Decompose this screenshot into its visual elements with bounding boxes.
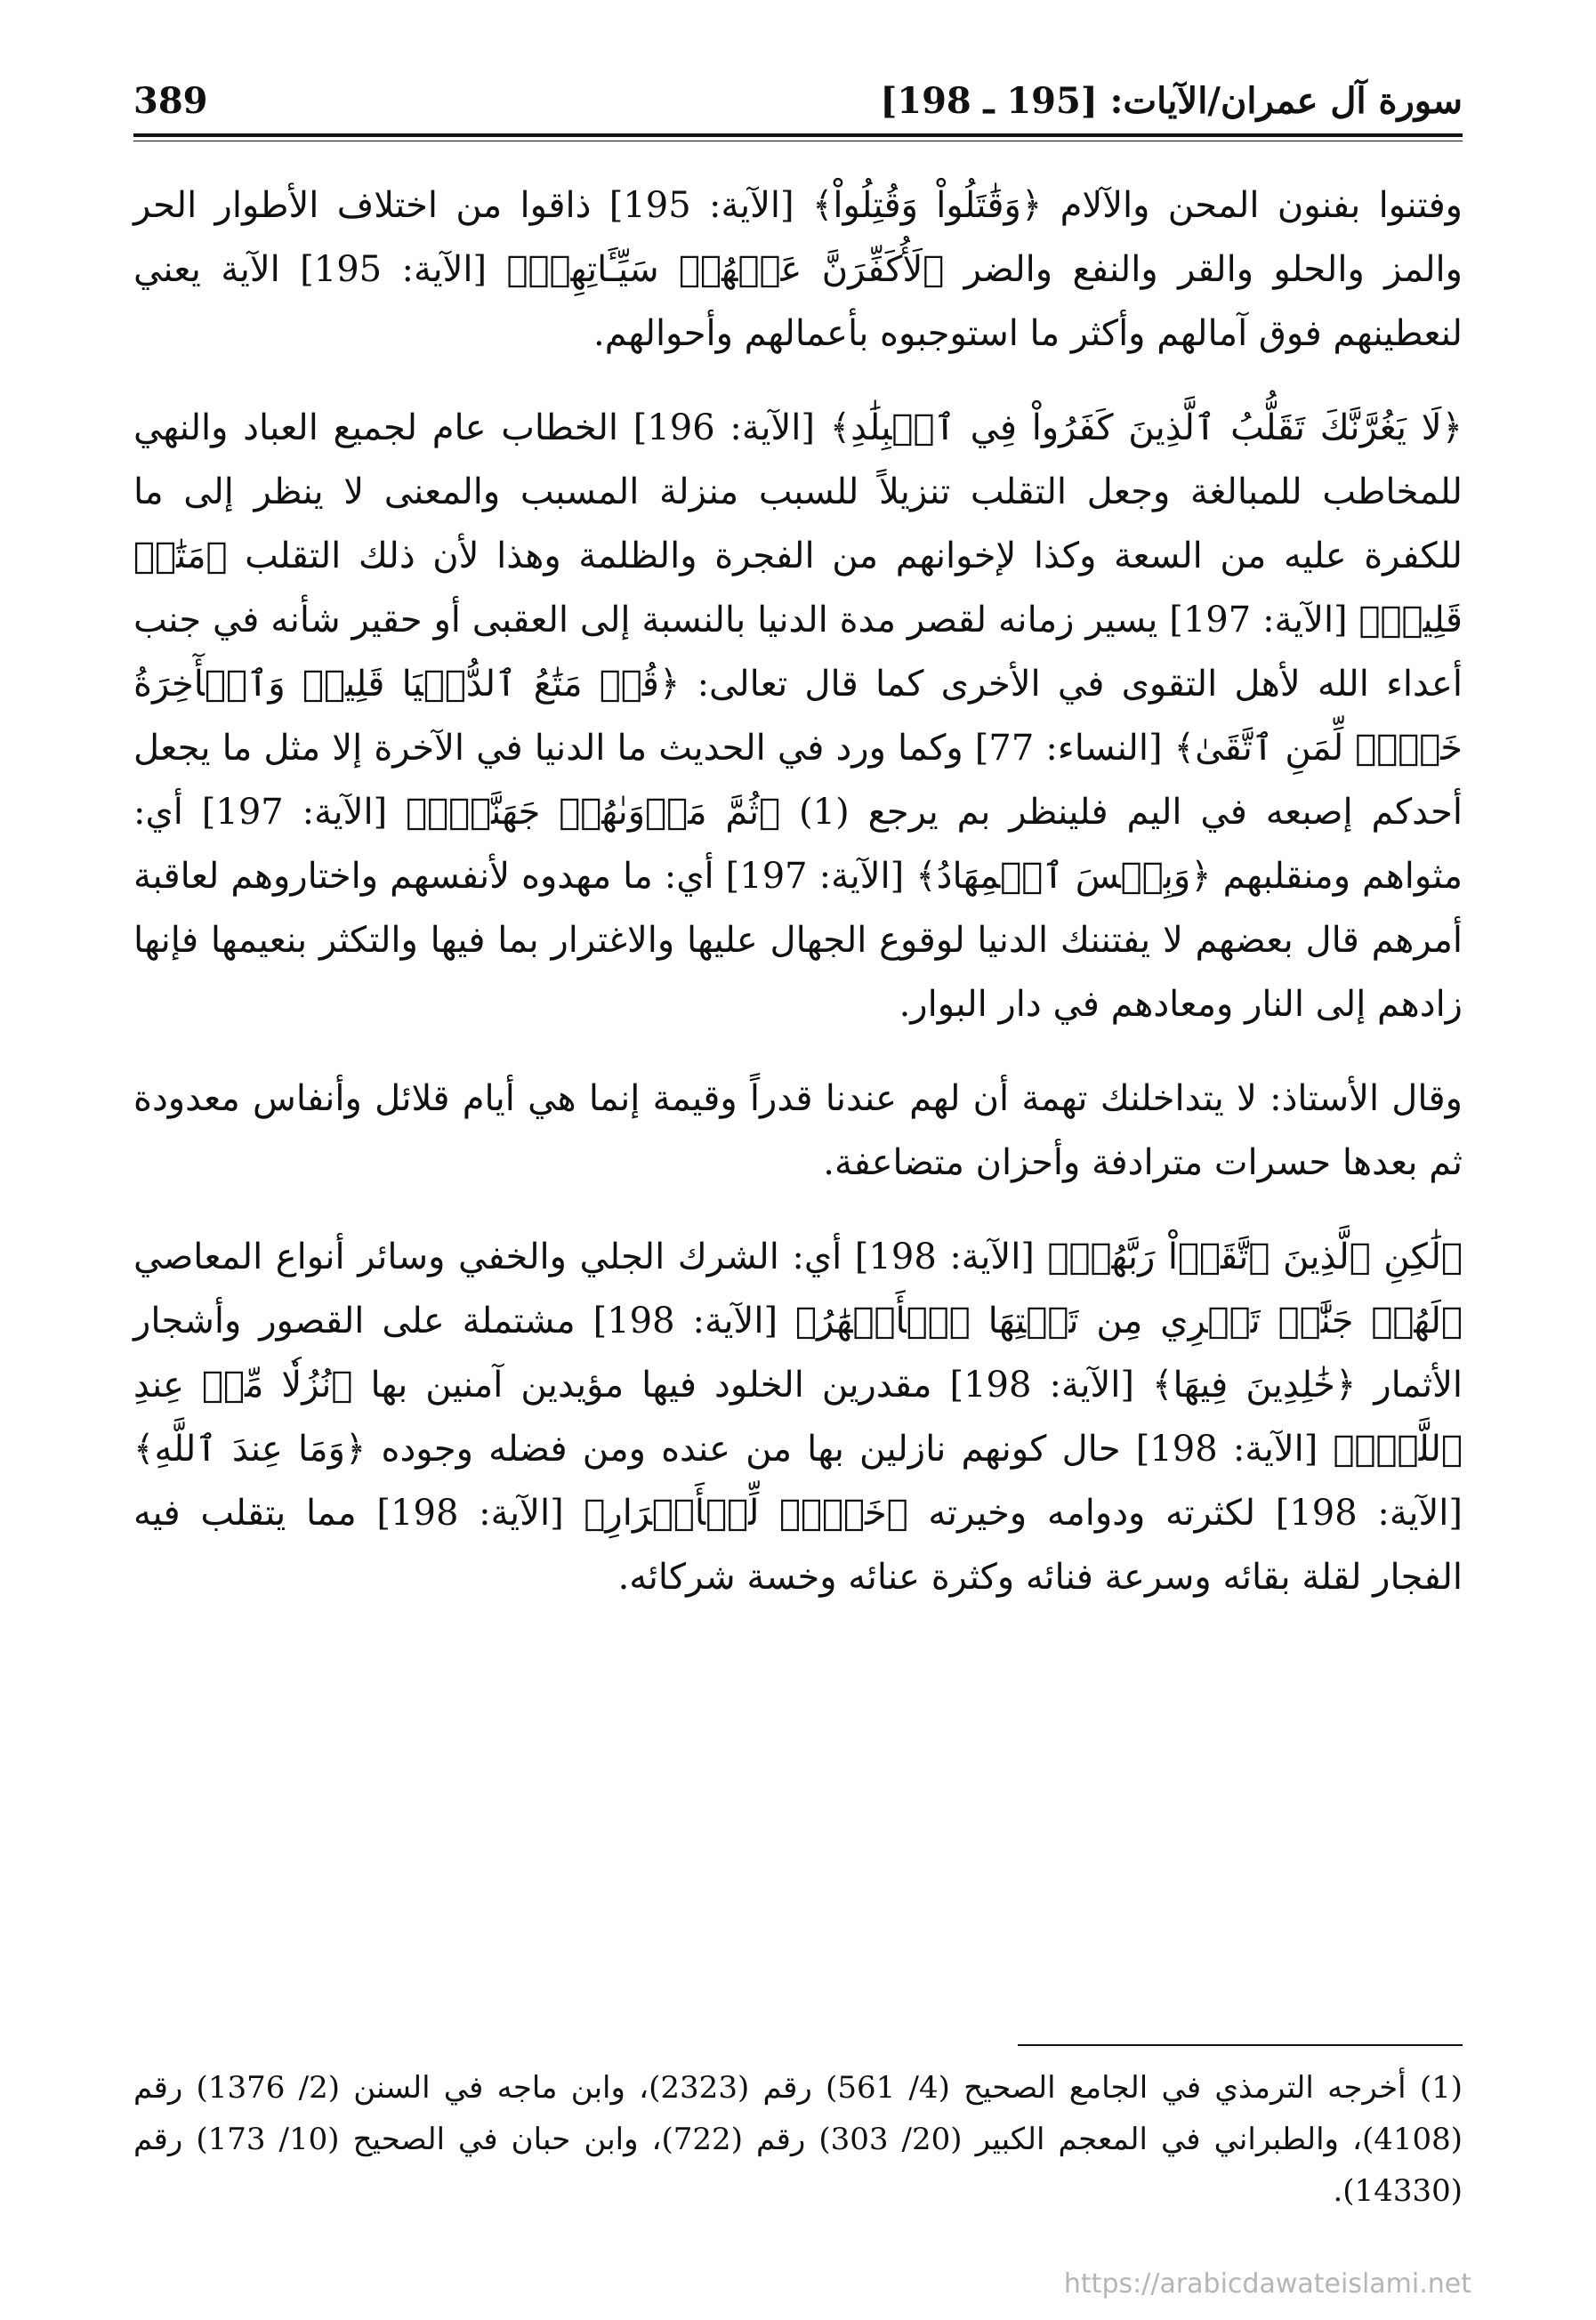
running-title: سورة آل عمران/الآيات: [195 ـ 198]: [880, 80, 1463, 122]
footnote-separator: [1018, 2044, 1463, 2046]
page-body: [133, 173, 1463, 1639]
paragraph-4: ﴿لَٰكِنِ ٱلَّذِينَ ٱتَّقَوۡاْ رَبَّهُمۡ﴾ [الآية: 198] أي: الشرك الجلي والخفي وسائر أنواع المعاصي ﴿لَهُمۡ جَنَّٰتٞ تَجۡرِي مِن تَحۡتِهَا ٱلۡأَنۡهَٰرُ﴾ [الآية: 198] مشتملة على القصور وأشجار الأثمار ﴿خَٰلِدِينَ فِيهَا﴾ [الآية: 198] مقدرين الخلود فيها مؤيدين آمنين بها ﴿نُزُلٗا مِّنۡ عِندِ ٱللَّهِۗ﴾ [الآية: 198] حال كونهم نازلين بها من عنده ومن فضله وجوده ﴿وَمَا عِندَ ٱللَّهِ﴾ [الآية: 198] لكثرته ودوامه وخيرته ﴿خَيۡرٞ لِّلۡأَبۡرَارِ﴾ [الآية: 198] مما يتقلب فيه الفجار لقلة بقائه وسرعة فنائه وكثرة عنائه وخسة شركائه.: [133, 1237, 1463, 1598]
footnote: (1) أخرجه الترمذي في الجامع الصحيح (4/ 561) رقم (2323)، وابن ماجه في السنن (2/ 1376) رقم (4108)، والطبراني في المعجم الكبير (20/ 303) رقم (722)، وابن حبان في الصحيح (10/ 173) رقم (14330).: [133, 2070, 1463, 2209]
paragraph-1: وفتنوا بفنون المحن والآلام ﴿وَقَٰتَلُواْ وَقُتِلُواْ﴾ [الآية: 195] ذاقوا من اختلاف الأطوار الحر والمز والحلو والقر والنفع والضر ﴿لَأُكَفِّرَنَّ عَنۡهُمۡ سَيِّـَٔاتِهِمۡ﴾ [الآية: 195] الآية يعني لنعطينهم فوق آمالهم وأكثر ما استوجبوه بأعمالهم وأحوالهم.: [133, 185, 1463, 354]
watermark: https://arabicdawateislami.net: [1063, 2268, 1471, 2300]
paragraph-3: وقال الأستاذ: لا يتداخلنك تهمة أن لهم عندنا قدراً وقيمة إنما هي أيام قلائل وأنفاس معدودة ثم بعدها حسرات مترادفة وأحزان متضاعفة.: [133, 1078, 1463, 1183]
header-rule: [133, 133, 1463, 137]
page-number: 389: [133, 80, 208, 122]
paragraph-2: ﴿لَا يَغُرَّنَّكَ تَقَلُّبُ ٱلَّذِينَ كَفَرُواْ فِي ٱلۡبِلَٰدِ﴾ [الآية: 196] الخطاب عام لجميع العباد والنهي للمخاطب للمبالغة وجعل التقلب تنزيلاً للسبب منزلة المسبب والمعنى لا ينظر إلى ما للكفرة عليه من السعة وكذا لإخوانهم من الفجرة والظلمة وهذا لأن ذلك التقلب ﴿مَتَٰعٞ قَلِيلٞ﴾ [الآية: 197] يسير زمانه لقصر مدة الدنيا بالنسبة إلى العقبى أو حقير شأنه في جنب أعداء الله لأهل التقوى في الأخرى كما قال تعالى: ﴿قُلۡ مَتَٰعُ ٱلدُّنۡيَا قَلِيلٞ وَٱلۡأٓخِرَةُ خَيۡرٞ لِّمَنِ ٱتَّقَىٰ﴾ [النساء: 77] وكما ورد في الحديث ما الدنيا في الآخرة إلا مثل ما يجعل أحدكم إصبعه في اليم فلينظر بم يرجع (1) ﴿ثُمَّ مَأۡوَىٰهُمۡ جَهَنَّمُۚ﴾ [الآية: 197] أي: مثواهم ومنقلبهم ﴿وَبِئۡسَ ٱلۡمِهَادُ﴾ [الآية: 197] أي: ما مهدوه لأنفسهم واختاروهم لعاقبة أمرهم قال بعضهم لا يفتننك الدنيا لوقوع الجهال عليها والاغترار بما فيها والتكثر بنعيمها فإنها زادهم إلى النار ومعادهم في دار البوار.: [133, 407, 1463, 1025]
